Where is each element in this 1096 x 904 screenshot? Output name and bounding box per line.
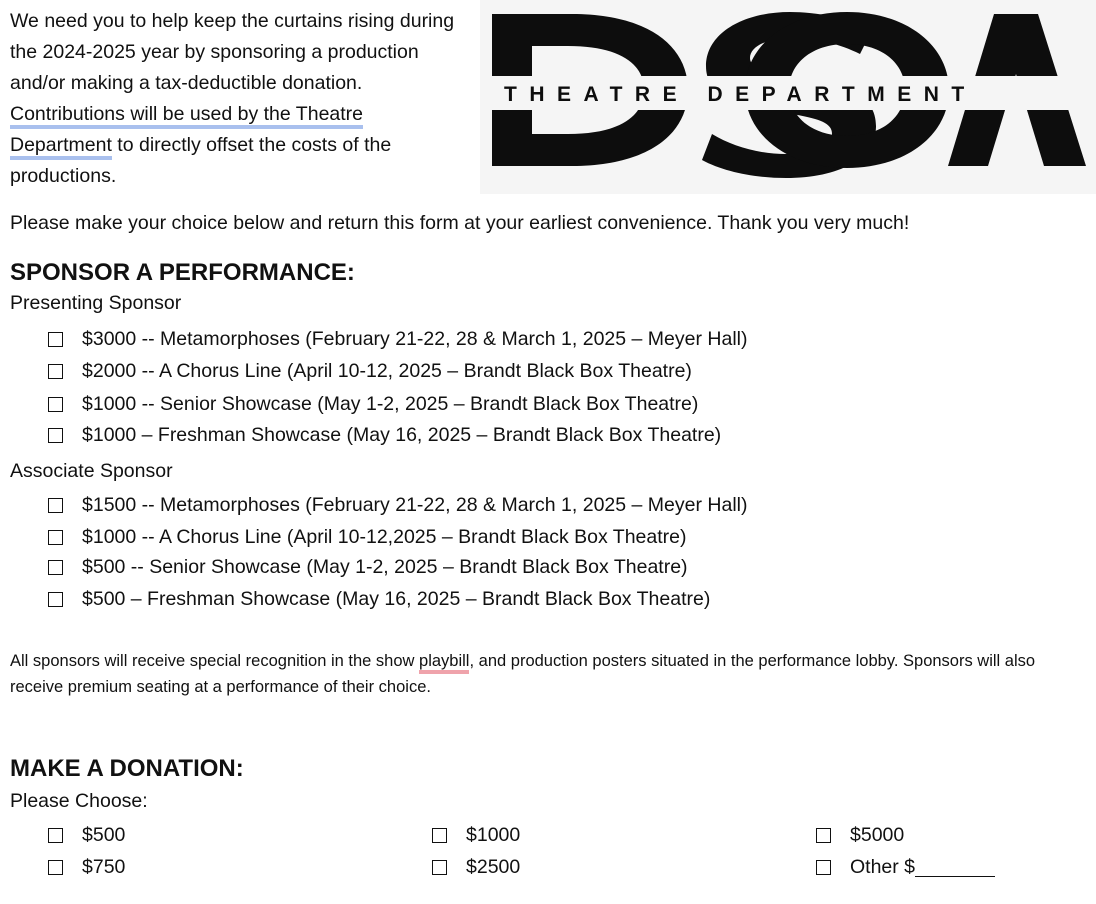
sponsor-benefits-note <box>10 648 1090 700</box>
logo-tagline: THEATRE DEPARTMENT <box>504 83 977 106</box>
instructions-line: Please make your choice below and return this form at your earliest convenience. Thank you very much! <box>10 212 910 234</box>
donation-heading: MAKE A DONATION: <box>10 755 244 782</box>
checkbox[interactable] <box>48 860 63 875</box>
presenting-option-4[interactable] <box>46 420 721 450</box>
option-label: $1000 – Freshman Showcase (May 16, 2025 – Brandt Black Box Theatre) <box>82 423 722 446</box>
checkbox[interactable] <box>48 332 63 347</box>
checkbox[interactable] <box>48 428 63 443</box>
checkbox[interactable] <box>432 828 447 843</box>
donation-option-5000[interactable] <box>814 820 904 850</box>
note-text-start: All sponsors will receive special recognition in the show <box>10 652 420 670</box>
presenting-option-3[interactable] <box>46 389 698 419</box>
associate-option-2[interactable] <box>46 522 687 552</box>
option-label: $5000 <box>850 823 905 846</box>
checkbox[interactable] <box>48 530 63 545</box>
intro-underlined-text: Contributions will be used by the Theatre Department <box>10 103 363 160</box>
option-label: $500 <box>82 823 126 846</box>
other-amount-blank[interactable] <box>915 858 995 877</box>
note-underlined-word: playbill <box>419 652 469 674</box>
note-text-end: , and production posters situated in the performance lobby. Sponsors will also receive premium seating at a performance of their choice. <box>10 652 1036 696</box>
dsoa-theatre-logo <box>480 0 1096 194</box>
option-label: $1000 <box>466 823 521 846</box>
donation-option-750[interactable] <box>46 852 125 882</box>
associate-option-1[interactable] <box>46 490 747 520</box>
option-label: $3000 -- Metamorphoses (February 21-22, 28 & March 1, 2025 – Meyer Hall) <box>82 327 748 350</box>
option-label: $1000 -- Senior Showcase (May 1-2, 2025 – Brandt Black Box Theatre) <box>82 392 699 415</box>
checkbox[interactable] <box>48 592 63 607</box>
checkbox[interactable] <box>48 364 63 379</box>
option-label: $1500 -- Metamorphoses (February 21-22, 28 & March 1, 2025 – Meyer Hall) <box>82 493 748 516</box>
please-choose-label: Please Choose: <box>10 790 148 812</box>
associate-sponsor-label: Associate Sponsor <box>10 460 173 482</box>
checkbox[interactable] <box>48 397 63 412</box>
donation-option-500[interactable] <box>46 820 125 850</box>
option-label: $2500 <box>466 855 521 878</box>
option-label: $750 <box>82 855 126 878</box>
option-label: Other $ <box>850 855 916 878</box>
presenting-option-2[interactable] <box>46 356 692 386</box>
associate-option-3[interactable] <box>46 552 688 582</box>
presenting-sponsor-label: Presenting Sponsor <box>10 292 182 314</box>
checkbox[interactable] <box>816 860 831 875</box>
option-label: $500 – Freshman Showcase (May 16, 2025 – Brandt Black Box Theatre) <box>82 587 711 610</box>
option-label: $2000 -- A Chorus Line (April 10-12, 2025 – Brandt Black Box Theatre) <box>82 359 692 382</box>
checkbox[interactable] <box>48 828 63 843</box>
option-label: $1000 -- A Chorus Line (April 10-12,2025 – Brandt Black Box Theatre) <box>82 525 687 548</box>
checkbox[interactable] <box>48 498 63 513</box>
logo-graphic <box>480 0 1096 194</box>
checkbox[interactable] <box>432 860 447 875</box>
associate-option-4[interactable] <box>46 584 710 614</box>
checkbox[interactable] <box>48 560 63 575</box>
intro-paragraph <box>10 6 470 192</box>
option-label: $500 -- Senior Showcase (May 1-2, 2025 – Brandt Black Box Theatre) <box>82 555 688 578</box>
donation-option-2500[interactable] <box>430 852 520 882</box>
checkbox[interactable] <box>816 828 831 843</box>
intro-text-end: to directly offset the costs of the productions. <box>10 134 392 187</box>
presenting-option-1[interactable] <box>46 324 747 354</box>
intro-text-start: We need you to help keep the curtains rising during the 2024-2025 year by sponsoring a production and/or making a tax-deductible donation. <box>10 10 455 94</box>
donation-option-other[interactable] <box>814 852 995 882</box>
donation-option-1000[interactable] <box>430 820 520 850</box>
sponsor-heading: SPONSOR A PERFORMANCE: <box>10 259 355 286</box>
